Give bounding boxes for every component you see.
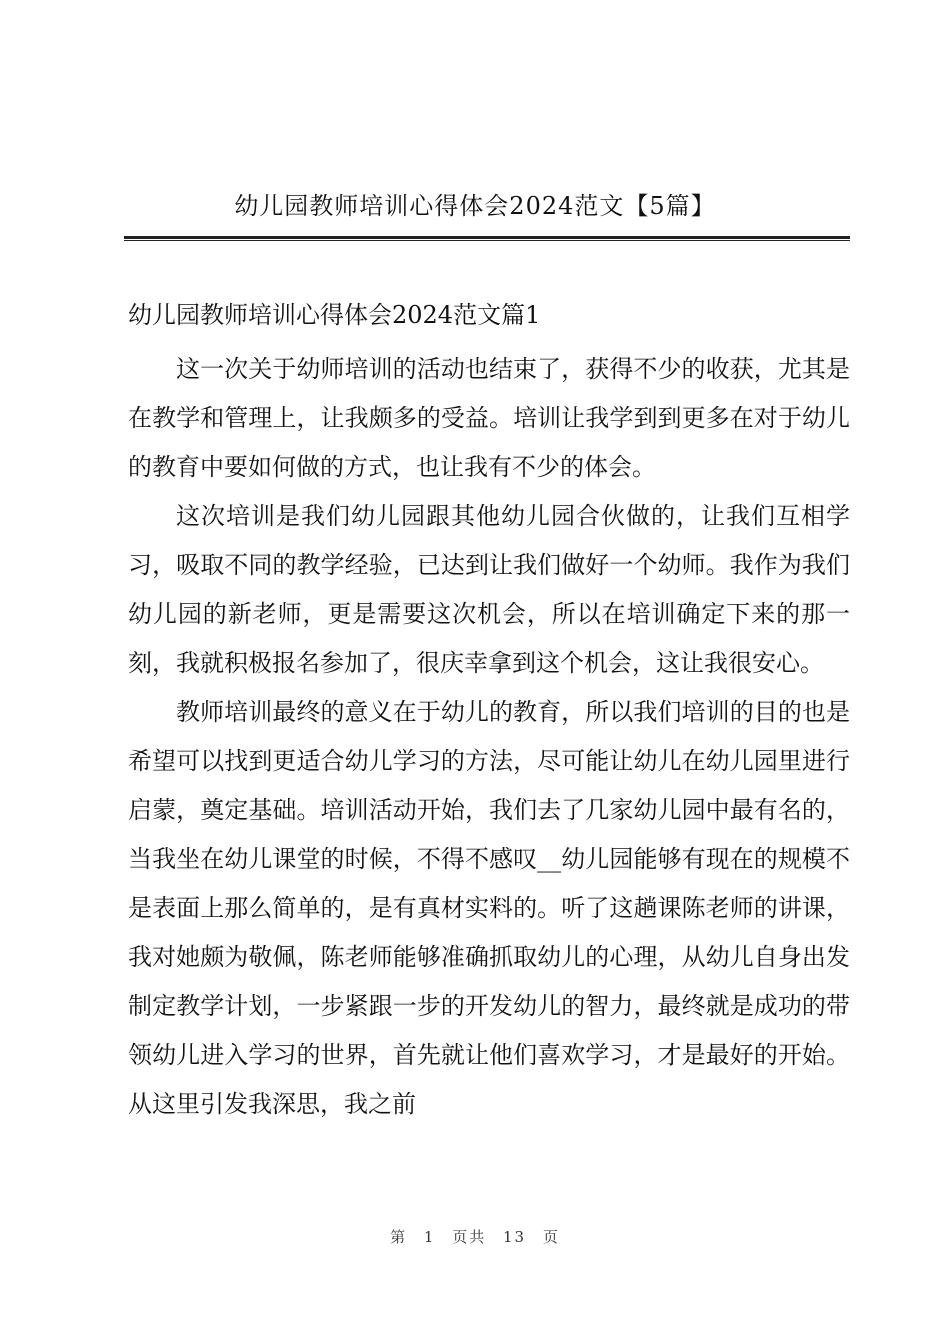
paragraph: 这一次关于幼师培训的活动也结束了，获得不少的收获，尤其是在教学和管理上，让我颇多的受益。培训让我学到到更多在对于幼儿的教育中要如何做的方式，也让我有不少的体会。	[128, 355, 850, 481]
page-label-prefix: 第	[390, 1228, 408, 1246]
paragraph: 教师培训最终的意义在于幼儿的教育，所以我们培训的目的也是希望可以找到更适合幼儿学习的方法，尽可能让幼儿在幼儿园里进行启蒙，奠定基础。培训活动开始，我们去了几家幼儿园中最有名的，当我坐在幼儿课堂的时候，不得不感叹__幼儿园能够有现在的规模不是表面上那么简单的，是有真材实料的。听了这趟课陈老师的讲课，我对她颇为敬佩，陈老师能够准确抓取幼儿的心理，从幼儿自身出发制定教学计划，一步紧跟一步的开发幼儿的智力，最终就是成功的带领幼儿进入学习的世界，首先就让他们喜欢学习，才是最好的开始。从这里引发我深思，我之前	[128, 698, 850, 1118]
page-footer	[0, 1226, 950, 1247]
current-page-number: 1	[423, 1228, 436, 1246]
paragraph: 这次培训是我们幼儿园跟其他幼儿园合伙做的，让我们互相学习，吸取不同的教学经验，已达到让我们做好一个幼师。我作为我们幼儿园的新老师，更是需要这次机会，所以在培训确定下来的那一刻，我就积极报名参加了，很庆幸拿到这个机会，这让我很安心。	[128, 502, 850, 677]
section-heading: 幼儿园教师培训心得体会2024范文篇1	[128, 301, 541, 329]
title-divider	[124, 236, 850, 241]
page-label-suffix: 页	[542, 1228, 560, 1246]
document-body	[128, 345, 850, 1129]
page-label-middle: 页共	[452, 1228, 487, 1246]
total-pages-number: 13	[503, 1228, 527, 1246]
document-title: 幼儿园教师培训心得体会2024范文【5篇】	[234, 192, 716, 220]
